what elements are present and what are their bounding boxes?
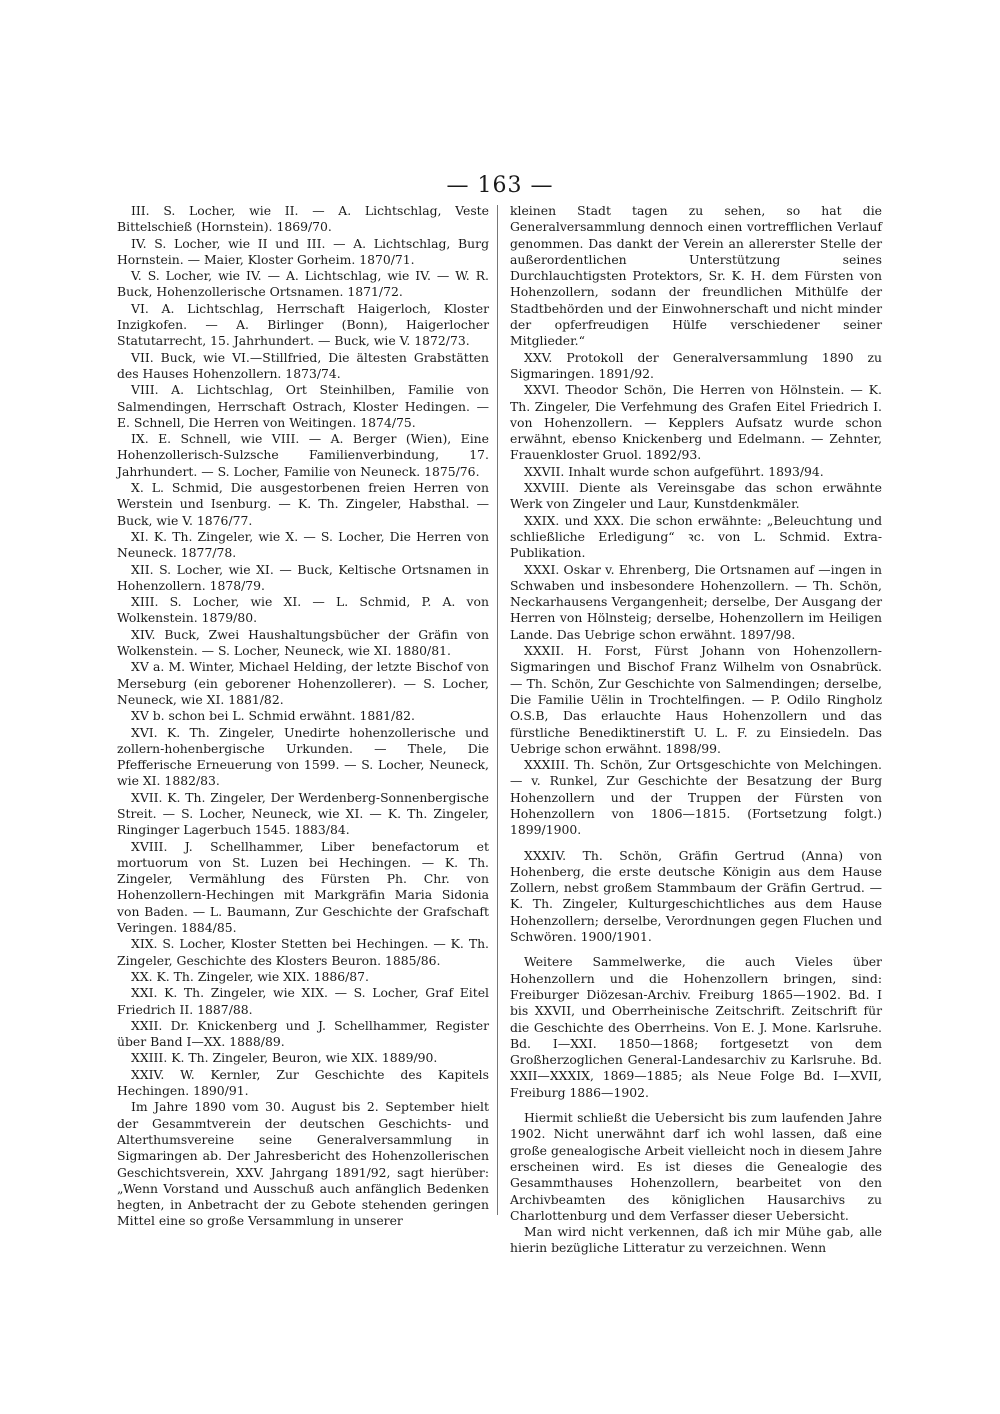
entry-paragraph: XXXII. H. Forst, Fürst Johann von Hohenzollern-Sigmaringen und Bischof Franz Wilhelm von Osnabrück. — Th. Schön, Zur Geschichte von Salmendingen; derselbe, Die Familie Uëlin in Trochtelfingen. — P. Odilo Ringholz O.S.B, Das erlauchte Haus Hohenzollern und das fürstliche Benediktinerstift U. L. F. zu Einsiedeln. Das Uebrige schon erwähnt. 1898/99. [510,643,882,756]
column-rule [497,205,498,1215]
entry-paragraph: XVI. K. Th. Zingeler, Unedirte hohenzollerische und zollern-hohenbergische Urkunden. — Thele, Die Pfefferische Erneuerung von 1599. — S. Locher, Neuneck, wie XI. 1882/83. [117,724,489,789]
entry-paragraph: XV b. schon bei L. Schmid erwähnt. 1881/82. [131,708,415,724]
body-paragraph-continued: kleinen Stadt tagen zu sehen, so hat die Generalversammlung dennoch einen vortrefflichen Verlauf genommen. Das dankt der Verein an allererster Stelle der außerordentlichen Unterstützung seines Durchlauchtigsten Protektors, Sr. K. H. dem Fürsten von Hohenzollern, sodann der freundlichen Mithülfe der Stadtbehörden und der Einwohnerschaft und nicht minder der opferfreudigen Hülfe verschiedener seiner Mitglieder.“ [510,203,882,349]
entry-paragraph: XV a. M. Winter, Michael Helding, der letzte Bischof von Merseburg (ein geborener Hohenzollerer). — S. Locher, Neuneck, wie XI. 1881/82. [117,659,489,707]
entry-paragraph: XXVII. Inhalt wurde schon aufgeführt. 1893/94. [524,463,824,479]
entry-paragraph: XXXI. Oskar v. Ehrenberg, Die Ortsnamen auf —ingen in Schwaben und insbesondere Hohenzollern. — Th. Schön, Neckarhausens Vergangenheit; derselbe, Der Ausgang der Herren von Hölnsteig; derselbe, Hohenzollern im Heiligen Lande. Das Uebrige schon erwähnt. 1897/98. [510,561,882,642]
entry-paragraph: VII. Buck, wie VI.—Stillfried, Die ältesten Grabstätten des Hauses Hohenzollern. 1873/74. [117,349,489,381]
entry-paragraph: XII. S. Locher, wie XI. — Buck, Keltische Ortsnamen in Hohenzollern. 1878/79. [117,561,489,593]
body-paragraph: Weitere Sammelwerke, die auch Vieles über Hohenzollern und die Hohenzollern bringen, sind: Freiburger Diözesan-Archiv. Freiburg 1865—1902. Bd. I bis XXVII, und Oberrheinische Zeitschrift. Zeitschrift für die Geschichte des Oberrheins. Von E. J. Mone. Karlsruhe. Bd. I—XXI. 1850—1868; fortgesetzt von dem Großherzoglichen General-Landesarchiv zu Karlsruhe. Bd. XXII—XXXIX, 1869—1885; als Neue Folge Bd. I—XVII, Freiburg 1886—1902. [510,954,882,1100]
entry-paragraph: IV. S. Locher, wie II und III. — A. Lichtschlag, Burg Hornstein. — Maier, Kloster Gorheim. 1870/71. [117,235,489,267]
entry-paragraph: XVII. K. Th. Zingeler, Der Werdenberg-Sonnenbergische Streit. — S. Locher, Neuneck, wie XI. — K. Th. Zingeler, Ringinger Lagerbuch 1545. 1883/84. [117,789,489,838]
entry-paragraph: VIII. A. Lichtschlag, Ort Steinhilben, Familie von Salmendingen, Herrschaft Ostrach, Kloster Hedingen. — E. Schnell, Die Herren von Weitingen. 1874/75. [117,382,489,430]
entry-paragraph: X. L. Schmid, Die ausgestorbenen freien Herren von Werstein und Isenburg. — K. Th. Zingeler, Habsthal. — Buck, wie V. 1876/77. [117,480,489,528]
entry-paragraph: XI. K. Th. Zingeler, wie X. — S. Locher, Die Herren von Neuneck. 1877/78. [117,528,489,561]
entry-paragraph: XXXIII. Th. Schön, Zur Ortsgeschichte von Melchingen. — v. Runkel, Zur Geschichte der Besatzung der Burg Hohenzollern und der Truppen der Fürsten von Hohenzollern von 1806—1815. (Fortsetzung folgt.) 1899/1900. [510,757,882,838]
entry-paragraph: XVIII. J. Schellhammer, Liber benefactorum et mortuorum von St. Luzen bei Hechingen. — K. Th. Zingeler, Vermählung des Fürsten Ph. Chr. von Hohenzollern-Hechingen mit Markgräfin Maria Sidonia von Baden. — L. Baumann, Zur Geschichte der Grafschaft Veringen. 1884/85. [117,838,489,936]
page-number: — 163 — [446,173,554,198]
right-column [510,203,882,1257]
entry-paragraph: XXVIII. Diente als Vereinsgabe das schon erwähnte Werk von Zingeler und Laur, Kunstdenkmäler. [510,480,882,512]
entry-paragraph: XXIV. W. Kernler, Zur Geschichte des Kapitels Hechingen. 1890/91. [117,1066,489,1099]
entry-paragraph: IX. E. Schnell, wie VIII. — A. Berger (Wien), Eine Hohenzollerisch-Sulzsche Familienverbindung, 17. Jahrhundert. — S. Locher, Familie von Neuneck. 1875/76. [117,431,489,479]
body-paragraph: Man wird nicht verkennen, daß ich mir Mühe gab, alle hierin bezügliche Litteratur zu verzeichnen. Wenn [510,1224,882,1256]
entry-paragraph: XXII. Dr. Knickenberg und J. Schellhammer, Register über Band I—XX. 1888/89. [117,1017,489,1050]
entry-paragraph: XXV. Protokoll der Generalversammlung 1890 zu Sigmaringen. 1891/92. [510,349,882,381]
entry-paragraph: XIV. Buck, Zwei Haushaltungsbücher der Gräfin von Wolkenstein. — S. Locher, Neuneck, wie XI. 1880/81. [117,626,489,659]
entry-paragraph: XXI. K. Th. Zingeler, wie XIX. — S. Locher, Graf Eitel Friedrich II. 1887/88. [117,985,489,1017]
entry-paragraph: XXIX. und XXX. Die schon erwähnte: „Beleuchtung und schließliche Erledigung“ ꝛc. von L. Schmid. Extra-Publikation. [510,512,882,561]
entry-paragraph: XX. K. Th. Zingeler, wie XIX. 1886/87. [131,968,369,984]
body-paragraph: Hiermit schließt die Uebersicht bis zum laufenden Jahre 1902. Nicht unerwähnt darf ich wohl lassen, daß eine große genealogische Arbeit vielleicht noch in diesem Jahre erscheinen wird. Es ist dieses die Genealogie des Gesammthauses Hohenzollern, bearbeitet von den Archivbeamten des königlichen Hausarchivs zu Charlottenburg und dem Verfasser dieser Uebersicht. [510,1110,882,1223]
entry-paragraph: XIII. S. Locher, wie XI. — L. Schmid, P. A. von Wolkenstein. 1879/80. [117,594,489,626]
body-paragraph: Im Jahre 1890 vom 30. August bis 2. September hielt der Gesammtverein der deutschen Geschichts- und Alterthumsvereine seine Generalversammlung in Sigmaringen ab. Der Jahresbericht des Hohenzollerischen Geschichtsverein, XXV. Jahrgang 1891/92, sagt hierüber: „Wenn Vorstand und Ausschuß auch anfänglich Bedenken hegten, in Anbetracht der zu Gebote stehenden geringen Mittel eine so große Versammlung in unserer [117,1099,489,1229]
entry-paragraph: XXIII. K. Th. Zingeler, Beuron, wie XIX. 1889/90. [131,1050,438,1066]
entry-paragraph: V. S. Locher, wie IV. — A. Lichtschlag, wie IV. — W. R. Buck, Hohenzollerische Ortsnamen. 1871/72. [117,268,489,300]
entry-paragraph: XXXIV. Th. Schön, Gräfin Gertrud (Anna) von Hohenberg, die erste deutsche Königin aus dem Hause Zollern, nebst großem Stammbaum der Gräfin Gertrud. — K. Th. Zingeler, Kulturgeschichtliches aus dem Hause Hohenzollern; derselbe, Verordnungen gegen Fluchen und Schwören. 1900/1901. [510,847,882,945]
entry-paragraph: VI. A. Lichtschlag, Herrschaft Haigerloch, Kloster Inzigkofen. — A. Birlinger (Bonn), Haigerlocher Statutarrecht, 15. Jahrhundert. — Buck, wie V. 1872/73. [117,300,489,349]
entry-paragraph: XIX. S. Locher, Kloster Stetten bei Hechingen. — K. Th. Zingeler, Geschichte des Klosters Beuron. 1885/86. [117,936,489,968]
entry-paragraph: XXVI. Theodor Schön, Die Herren von Hölnstein. — K. Th. Zingeler, Die Verfehmung des Grafen Eitel Friedrich I. von Hohenzollern. — Kepplers Aufsatz wurde schon erwähnt, ebenso Knickenberg und Edelmann. — Zehnter, Frauenkloster Gruol. 1892/93. [510,382,882,463]
entry-paragraph: III. S. Locher, wie II. — A. Lichtschlag, Veste Bittelschieß (Hornstein). 1869/70. [117,203,489,235]
left-column [117,203,489,1230]
